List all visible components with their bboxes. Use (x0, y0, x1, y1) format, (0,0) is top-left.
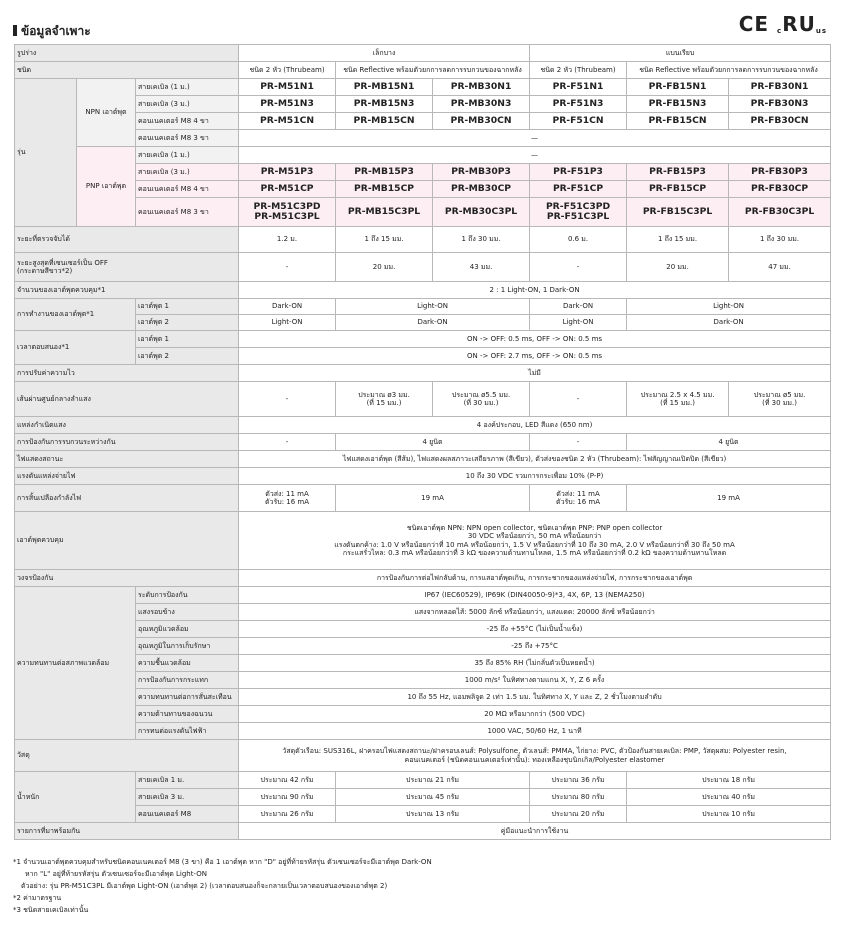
label-control-output: เอาต์พุตควบคุม (15, 512, 239, 570)
label-accessories: รายการที่มาพร้อมกัน (15, 823, 239, 840)
row-offdist (15, 253, 831, 282)
label-model: รุ่น (15, 79, 77, 227)
spec-value: Dark-ON (336, 315, 530, 331)
weight-value: ประมาณ 45 กรัม (336, 789, 530, 806)
model-cell: PR-MB30C3PL (433, 198, 530, 227)
spec-value: วัสดุตัวเรือน: SUS316L, ฝาครอบไฟแสดงสถานะ/ฝาครอบเลนส์: Polysulfone, ตัวเลนส์: PMMA, ไก่ยาง: PVC, ตัวป้องกันสายเคเบิล: PMP, วัสดุผสม: Polyester resin, คอนเนคเตอร์ (ชนิดคอนเนคเตอร์เท่านั้น): ทองเหลืองชุบนิกเกิล/Polyester elastomer (239, 740, 831, 772)
row-indicator (15, 451, 831, 468)
env-key: อุณหภูมิแวดล้อม (136, 621, 239, 638)
row-weight (15, 789, 831, 806)
label-pnp: PNP เอาต์พุต (77, 147, 136, 227)
model-cell: PR-MB15CN (336, 113, 433, 130)
certification-logos (739, 12, 827, 36)
row-protection (15, 570, 831, 587)
model-cell: PR-MB15P3 (336, 164, 433, 181)
row-spot (15, 382, 831, 417)
spec-value: - (239, 253, 336, 282)
spec-value: 2 : 1 Light-ON, 1 Dark-ON (239, 282, 831, 299)
type-reflective-slim: ชนิด Reflective พร้อมตัวยกการลดการรบกวนของฉากหลัง (336, 62, 530, 79)
label-indicator: ไฟแสดงสถานะ (15, 451, 239, 468)
spec-value: ไฟแสดงเอาต์พุต (สีส้ม), ไฟแสดงผลสภาวะเสถียรภาพ (สีเขียว), ตัวส่งของชนิด 2 หัว (Thrubeam): ไฟสัญญาณเปิดปิด (สีเขียว) (239, 451, 831, 468)
model-cell: PR-FB15CN (627, 113, 729, 130)
footnotes (13, 856, 432, 916)
weight-value: ประมาณ 20 กรัม (530, 806, 627, 823)
spec-value: - (530, 382, 627, 417)
type-thrubeam-flat: ชนิด 2 หัว (Thrubeam) (530, 62, 627, 79)
row-env (15, 689, 831, 706)
label-sensitivity: การปรับค่าความไว (15, 365, 239, 382)
spec-value: Dark-ON (627, 315, 831, 331)
row-operation-out1 (15, 299, 831, 315)
label-pnp-conn4: คอนเนคเตอร์ M8 4 ขา (136, 181, 239, 198)
model-cell: PR-FB15N3 (627, 96, 729, 113)
spec-value: ไม่มี (239, 365, 831, 382)
spec-value: Light-ON (530, 315, 627, 331)
model-cell: PR-FB15N1 (627, 79, 729, 96)
model-cell: PR-MB30CP (433, 181, 530, 198)
env-value: 1000 VAC, 50/60 Hz, 1 นาที (239, 723, 831, 740)
model-cell: PR-FB30N3 (729, 96, 831, 113)
weight-value: ประมาณ 40 กรัม (627, 789, 831, 806)
row-weight (15, 806, 831, 823)
model-cell: PR-FB15P3 (627, 164, 729, 181)
spec-value: 10 ถึง 30 VDC รวมการกระเพื่อม 10% (P-P) (239, 468, 831, 485)
row-shape (15, 45, 831, 62)
spec-value: Dark-ON (530, 299, 627, 315)
label-spot: เส้นผ่านศูนย์กลางลำแสง (15, 382, 239, 417)
model-cell: PR-F51N3 (530, 96, 627, 113)
spec-value: 43 มม. (433, 253, 530, 282)
row-env (15, 621, 831, 638)
row-env (15, 638, 831, 655)
row-light-source (15, 417, 831, 434)
env-value: 20 MΩ หรือมากกว่า (500 VDC) (239, 706, 831, 723)
spec-value: ON -> OFF: 0.5 ms, OFF -> ON: 0.5 ms (239, 331, 831, 348)
row-sensitivity (15, 365, 831, 382)
row-current (15, 485, 831, 512)
label-current: การสิ้นเปลืองกำลังไฟ (15, 485, 239, 512)
label-npn-conn3: คอนเนคเตอร์ M8 3 ขา (136, 130, 239, 147)
footnote: *2 ค่ามาตรฐาน (13, 894, 62, 902)
row-material (15, 740, 831, 772)
spec-value: 4 ยูนิต (336, 434, 530, 451)
ce-mark-icon: CE (738, 12, 770, 36)
spec-value: ON -> OFF: 2.7 ms, OFF -> ON: 0.5 ms (239, 348, 831, 365)
spec-value: คู่มือแนะนำการใช้งาน (239, 823, 831, 840)
row-env (15, 587, 831, 604)
model-cell: PR-M51N3 (239, 96, 336, 113)
spec-value: ตัวส่ง: 11 mA ตัวรับ: 16 mA (239, 485, 336, 512)
row-pnp-conn3 (15, 198, 831, 227)
spec-value: 19 mA (627, 485, 831, 512)
spec-value: ชนิดเอาต์พุต NPN: NPN open collector, ชนิดเอาต์พุต PNP: PNP open collector 30 VDC หรือน้อยกว่า, 50 mA หรือน้อยกว่า แรงดันตกค้าง: 1.0 V หรือน้อยกว่าที่ 10 mA หรือน้อยกว่า, 1.5 V หรือน้อยกว่าที่ 10 ถึง 30 mA, 2.0 V หรือน้อยกว่าที่ 30 ถึง 50 mA กระแสรั่วไหล: 0.3 mA หรือน้อยกว่าที่ 3 kΩ ของความต้านทานโหลด, 1.5 mA หรือน้อยกว่าที่ 0.2 kΩ ของความต้านทานโหลด (239, 512, 831, 570)
label-out1: เอาต์พุต 1 (136, 299, 239, 315)
row-interference (15, 434, 831, 451)
spec-value: ประมาณ ø3 มม. (ที่ 15 มม.) (336, 382, 433, 417)
row-env (15, 655, 831, 672)
spec-value: - (530, 434, 627, 451)
spec-value: 1 ถึง 30 มม. (729, 227, 831, 253)
footnote: ตัวอย่าง: รุ่น PR-M51C3PL มีเอาต์พุต Light-ON (เอาต์พุต 2) (เวลาตอบสนองก็จะกลายเป็นเวลาตอบสนองของเอาต์พุต 2) (21, 882, 388, 890)
label-operation: การทำงานของเอาต์พุต*1 (15, 299, 136, 331)
row-range (15, 227, 831, 253)
model-cell: PR-MB15C3PL (336, 198, 433, 227)
spec-value: Light-ON (239, 315, 336, 331)
env-key: ความต้านทานของฉนวน (136, 706, 239, 723)
row-env (15, 723, 831, 740)
label-voltage: แรงดันแหล่งจ่ายไฟ (15, 468, 239, 485)
row-accessories (15, 823, 831, 840)
weight-value: ประมาณ 26 กรัม (239, 806, 336, 823)
row-type (15, 62, 831, 79)
label-offdist: ระยะสูงสุดที่เซนเซอร์เป็น OFF (กระดาษสีขาว*2) (15, 253, 239, 282)
spec-value: 0.6 ม. (530, 227, 627, 253)
row-outputs-count (15, 282, 831, 299)
row-pnp-cable1 (15, 147, 831, 164)
spec-value: ประมาณ ø5 มม. (ที่ 30 มม.) (729, 382, 831, 417)
model-cell-double: PR-M51C3PD PR-M51C3PL (239, 198, 336, 227)
label-weight: น้ำหนัก (15, 772, 136, 823)
weight-value: ประมาณ 18 กรัม (627, 772, 831, 789)
model-cell: PR-FB15CP (627, 181, 729, 198)
model-cell: PR-MB30CN (433, 113, 530, 130)
row-npn-conn3 (15, 130, 831, 147)
label-npn-conn4: คอนเนคเตอร์ M8 4 ขา (136, 113, 239, 130)
row-operation-out2 (15, 315, 831, 331)
spec-value: ประมาณ 2.5 x 4.5 มม. (ที่ 15 มม.) (627, 382, 729, 417)
model-cell-double: PR-F51C3PD PR-F51C3PL (530, 198, 627, 227)
label-range: ระยะที่ตรวจจับได้ (15, 227, 239, 253)
spec-value: 4 องค์ประกอบ, LED สีแดง (650 nm) (239, 417, 831, 434)
env-key: ระดับการป้องกัน (136, 587, 239, 604)
label-light-source: แหล่งกำเนิดแสง (15, 417, 239, 434)
model-cell: PR-M51N1 (239, 79, 336, 96)
weight-value: ประมาณ 10 กรัม (627, 806, 831, 823)
env-key: การทนต่อแรงดันไฟฟ้า (136, 723, 239, 740)
spec-value: 20 มม. (336, 253, 433, 282)
spec-value: 47 มม. (729, 253, 831, 282)
model-cell: PR-MB30N3 (433, 96, 530, 113)
model-cell: PR-MB15CP (336, 181, 433, 198)
row-npn-cable3 (15, 96, 831, 113)
weight-value: ประมาณ 36 กรัม (530, 772, 627, 789)
env-value: แสงจากหลอดไส้: 5000 ลักซ์ หรือน้อยกว่า, แสงแดด: 20000 ลักซ์ หรือน้อยกว่า (239, 604, 831, 621)
label-npn-cable1: สายเคเบิล (1 ม.) (136, 79, 239, 96)
spec-value: 1 ถึง 15 มม. (336, 227, 433, 253)
model-cell: PR-MB30P3 (433, 164, 530, 181)
env-value: 10 ถึง 55 Hz, แอมพลิจูด 2 เท่า 1.5 มม. ในทิศทาง X, Y และ Z, 2 ชั่วโมงตามลำดับ (239, 689, 831, 706)
weight-value: ประมาณ 13 กรัม (336, 806, 530, 823)
page-title: ข้อมูลจำเพาะ (13, 22, 91, 41)
model-cell: PR-MB15N1 (336, 79, 433, 96)
spec-table (14, 44, 831, 840)
model-cell: PR-F51CP (530, 181, 627, 198)
spec-value: - (239, 434, 336, 451)
label-npn: NPN เอาต์พุต (77, 79, 136, 147)
weight-value: ประมาณ 42 กรัม (239, 772, 336, 789)
model-cell: PR-FB30CP (729, 181, 831, 198)
env-key: ความทนทานต่อการสั่นสะเทือน (136, 689, 239, 706)
group-flat: แบนเรียบ (530, 45, 831, 62)
row-response-out2 (15, 348, 831, 365)
label-pnp-conn3: คอนเนคเตอร์ M8 3 ขา (136, 198, 239, 227)
weight-value: ประมาณ 90 กรัม (239, 789, 336, 806)
model-cell: PR-M51CN (239, 113, 336, 130)
footnote: *1 จำนวนเอาต์พุตควบคุมสำหรับชนิดคอนเนคเตอร์ M8 (3 ขา) คือ 1 เอาต์พุต หาก "D" อยู่ที่ท้ายรหัสรุ่น ตัวเซนเซอร์จะมีเอาต์พุต Dark-ON (13, 858, 432, 866)
label-npn-cable3: สายเคเบิล (3 ม.) (136, 96, 239, 113)
weight-key: สายเคเบิล 1 ม. (136, 772, 239, 789)
row-env (15, 672, 831, 689)
model-cell: PR-FB30N1 (729, 79, 831, 96)
spec-value: 1.2 ม. (239, 227, 336, 253)
spec-value: 19 mA (336, 485, 530, 512)
model-cell: PR-FB30P3 (729, 164, 831, 181)
model-cell: PR-M51CP (239, 181, 336, 198)
spec-value: การป้องกันการต่อไฟกลับด้าน, การแสอาต์พุตเกิน, การกระชากของแหล่งจ่ายไฟ, การกระชากของเอาต์พุต (239, 570, 831, 587)
row-env (15, 604, 831, 621)
env-key: ความชื้นแวดล้อม (136, 655, 239, 672)
group-slim: เล็กบาง (239, 45, 530, 62)
row-npn-cable1 (15, 79, 831, 96)
ul-mark-icon: cRUus (777, 12, 827, 36)
row-voltage (15, 468, 831, 485)
spec-value: 4 ยูนิต (627, 434, 831, 451)
label-out2: เอาต์พุต 2 (136, 348, 239, 365)
weight-key: สายเคเบิล 3 ม. (136, 789, 239, 806)
env-key: อุณหภูมิในการเก็บรักษา (136, 638, 239, 655)
footnote: หาก "L" อยู่ที่ท้ายรหัสรุ่น ตัวเซนเซอร์จะมีเอาต์พุต Light-ON (25, 870, 207, 878)
spec-value: ประมาณ ø5.5 มม. (ที่ 30 มม.) (433, 382, 530, 417)
spec-value: 1 ถึง 15 มม. (627, 227, 729, 253)
label-interference: การป้องกันการรบกวนระหว่างกัน (15, 434, 239, 451)
model-none: — (239, 130, 831, 147)
row-control-output (15, 512, 831, 570)
label-material: วัสดุ (15, 740, 239, 772)
footnote: *3 ชนิดสายเคเบิลเท่านั้น (13, 906, 89, 914)
label-response: เวลาตอบสนอง*1 (15, 331, 136, 365)
model-none: — (239, 147, 831, 164)
env-value: -25 ถึง +75°C (239, 638, 831, 655)
model-cell: PR-F51N1 (530, 79, 627, 96)
model-cell: PR-FB15C3PL (627, 198, 729, 227)
env-value: 35 ถึง 85% RH (ไม่กลั่นตัวเป็นหยดน้ำ) (239, 655, 831, 672)
model-cell: PR-MB15N3 (336, 96, 433, 113)
label-out2: เอาต์พุต 2 (136, 315, 239, 331)
model-cell: PR-FB30CN (729, 113, 831, 130)
label-pnp-cable3: สายเคเบิล (3 ม.) (136, 164, 239, 181)
type-reflective-flat: ชนิด Reflective พร้อมตัวยกการลดการรบกวนของฉากหลัง (627, 62, 831, 79)
spec-value: 1 ถึง 30 มม. (433, 227, 530, 253)
row-npn-conn4 (15, 113, 831, 130)
spec-value: - (239, 382, 336, 417)
label-out1: เอาต์พุต 1 (136, 331, 239, 348)
spec-value: ตัวส่ง: 11 mA ตัวรับ: 16 mA (530, 485, 627, 512)
model-cell: PR-FB30C3PL (729, 198, 831, 227)
label-shape: รูปร่าง (15, 45, 239, 62)
weight-value: ประมาณ 80 กรัม (530, 789, 627, 806)
env-value: -25 ถึง +55°C (ไม่เป็นน้ำแข็ง) (239, 621, 831, 638)
label-type: ชนิด (15, 62, 239, 79)
env-key: การป้องกันการกระแทก (136, 672, 239, 689)
spec-value: Light-ON (627, 299, 831, 315)
spec-value: Dark-ON (239, 299, 336, 315)
env-value: IP67 (IEC60529), IP69K (DIN40050-9)*3, 4X, 6P, 13 (NEMA250) (239, 587, 831, 604)
weight-value: ประมาณ 21 กรัม (336, 772, 530, 789)
spec-value: - (530, 253, 627, 282)
label-outputs-count: จำนวนของเอาต์พุตควบคุม*1 (15, 282, 239, 299)
model-cell: PR-MB30N1 (433, 79, 530, 96)
label-environment: ความทนทานต่อสภาพแวดล้อม (15, 587, 136, 740)
row-pnp-conn4 (15, 181, 831, 198)
label-protection: วงจรป้องกัน (15, 570, 239, 587)
row-pnp-cable3 (15, 164, 831, 181)
row-env (15, 706, 831, 723)
spec-value: Light-ON (336, 299, 530, 315)
spec-value: 20 มม. (627, 253, 729, 282)
env-value: 1000 m/s² ในทิศทางตามแกน X, Y, Z 6 ครั้ง (239, 672, 831, 689)
model-cell: PR-F51CN (530, 113, 627, 130)
label-pnp-cable1: สายเคเบิล (1 ม.) (136, 147, 239, 164)
model-cell: PR-M51P3 (239, 164, 336, 181)
row-response-out1 (15, 331, 831, 348)
env-key: แสงรอบข้าง (136, 604, 239, 621)
type-thrubeam-slim: ชนิด 2 หัว (Thrubeam) (239, 62, 336, 79)
weight-key: คอนเนคเตอร์ M8 (136, 806, 239, 823)
model-cell: PR-F51P3 (530, 164, 627, 181)
row-weight (15, 772, 831, 789)
